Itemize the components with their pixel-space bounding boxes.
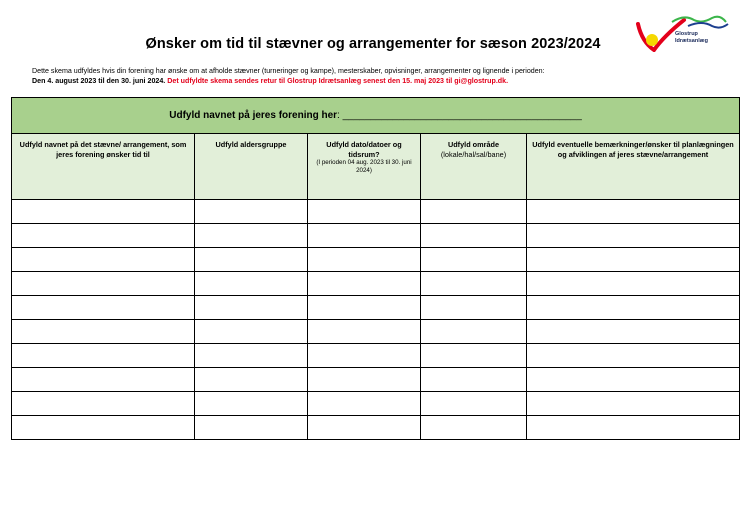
table-row [12, 296, 740, 320]
table-cell[interactable] [527, 224, 740, 248]
table-cell[interactable] [421, 368, 527, 392]
table-cell[interactable] [12, 368, 195, 392]
table-cell[interactable] [527, 320, 740, 344]
date-period-note: (I perioden 04 aug. 2023 til 30. juni 2024) [316, 159, 412, 174]
table-row [12, 224, 740, 248]
table-row [12, 392, 740, 416]
table-row [12, 416, 740, 440]
table-cell[interactable] [421, 296, 527, 320]
area-sub-note: (lokale/hal/sal/bane) [440, 149, 507, 159]
table-cell[interactable] [12, 320, 195, 344]
table-row [12, 272, 740, 296]
table-cell[interactable] [195, 320, 308, 344]
table-cell[interactable] [308, 416, 421, 440]
intro-text [32, 66, 732, 86]
column-header-event-name: Udfyld navnet på det stævne/ arrangement, som jeres forening ønsker tid til [12, 134, 195, 200]
table-cell[interactable] [527, 200, 740, 224]
table-row [12, 320, 740, 344]
table-cell[interactable] [195, 200, 308, 224]
table-cell[interactable] [421, 344, 527, 368]
table-cell[interactable] [308, 248, 421, 272]
table-cell[interactable] [195, 248, 308, 272]
table-cell[interactable] [421, 320, 527, 344]
table-cell[interactable] [195, 272, 308, 296]
table-cell[interactable] [308, 392, 421, 416]
table-cell[interactable] [421, 272, 527, 296]
table-cell[interactable] [308, 344, 421, 368]
table-cell[interactable] [195, 368, 308, 392]
table-cell[interactable] [308, 200, 421, 224]
table-row [12, 344, 740, 368]
table-cell[interactable] [12, 248, 195, 272]
table-row [12, 248, 740, 272]
table-cell[interactable] [12, 416, 195, 440]
column-header-remarks: Udfyld eventuelle bemærkninger/ønsker til planlægningen og afviklingen af jeres stævne/arrangement [527, 134, 740, 200]
table-cell[interactable] [308, 296, 421, 320]
deadline-text: Det udfyldte skema sendes retur til Glostrup Idrætsanlæg senest den 15. maj 2023 til gi@glostrup.dk. [167, 77, 509, 85]
table-cell[interactable] [527, 344, 740, 368]
table-cell[interactable] [12, 200, 195, 224]
table-cell[interactable] [12, 296, 195, 320]
period-text: Den 4. august 2023 til den 30. juni 2024. [32, 77, 166, 85]
table-cell[interactable] [421, 392, 527, 416]
table-cell[interactable] [308, 320, 421, 344]
table-cell[interactable] [527, 368, 740, 392]
table-cell[interactable] [527, 392, 740, 416]
club-name-label: Udfyld navnet på jeres forening her [169, 110, 338, 121]
table-cell[interactable] [421, 416, 527, 440]
table-cell[interactable] [421, 248, 527, 272]
table-cell[interactable] [12, 392, 195, 416]
table-cell[interactable] [195, 392, 308, 416]
table-cell[interactable] [195, 224, 308, 248]
table-cell[interactable] [12, 344, 195, 368]
table-cell[interactable] [527, 296, 740, 320]
table-cell[interactable] [195, 296, 308, 320]
table-cell[interactable] [527, 416, 740, 440]
table-cell[interactable] [527, 248, 740, 272]
logo-text: Glostrup Idrætsanlæg [675, 31, 709, 44]
column-header-area: Udfyld område (lokale/hal/sal/bane) [421, 134, 527, 200]
column-header-date-time: Udfyld dato/datoer og tidsrum? (I perioden 04 aug. 2023 til 30. juni 2024) [308, 134, 421, 200]
table-cell[interactable] [12, 272, 195, 296]
club-name-field[interactable] [12, 98, 740, 134]
intro-line-1: Dette skema udfyldes hvis din forening har ønske om at afholde stævner (turneringer og kampe), mesterskaber, opvisninger, arrangementer og lignende i perioden: [32, 67, 545, 75]
table-cell[interactable] [527, 272, 740, 296]
table-cell[interactable] [195, 344, 308, 368]
club-name-line[interactable]: : ___________________________________________ [337, 110, 582, 121]
table-cell[interactable] [308, 224, 421, 248]
table-row [12, 200, 740, 224]
table-cell[interactable] [421, 224, 527, 248]
table-cell[interactable] [308, 272, 421, 296]
request-form-table [11, 97, 740, 440]
table-cell[interactable] [12, 224, 195, 248]
table-row [12, 368, 740, 392]
column-header-age-group: Udfyld aldersgruppe [195, 134, 308, 200]
table-cell[interactable] [195, 416, 308, 440]
page-title: Ønsker om tid til stævner og arrangementer for sæson 2023/2024 [145, 36, 601, 52]
table-cell[interactable] [421, 200, 527, 224]
table-cell[interactable] [308, 368, 421, 392]
